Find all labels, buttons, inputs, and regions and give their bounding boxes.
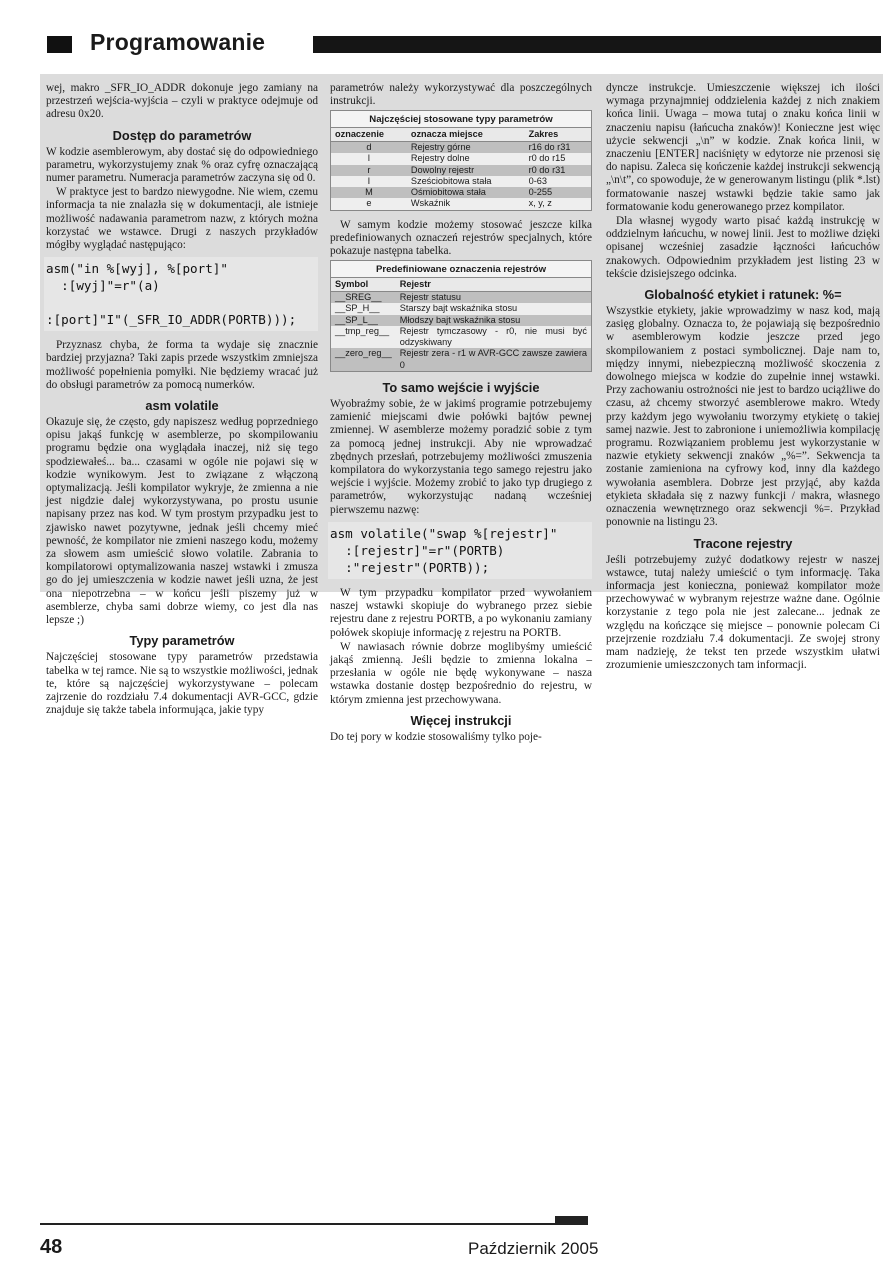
heading-wiecej: Więcej instrukcji — [410, 712, 512, 728]
paragraph: Jeśli potrzebujemy zużyć dodatkowy rejestr w naszej wstawce, tutaj należy umieścić o tym informację. Taka informacja jest konieczna, ponieważ kompilator może przechowywać w wybranym rejestrze ważne dane. Ogólnie korzystanie z tego pola nie jest zalecane... jednak ze względu na kończące się miejsce – ponownie polecam Ci przejrzenie rozdziału 7.4 dokumentacji. Ze swojej strony mam nadzieję, że tekst ten przede wszystkim ułatwi zrozumienie umieszczonych tam informacji. — [606, 553, 880, 672]
table-cell: __SP_L__ — [331, 315, 396, 326]
column-1 — [46, 82, 318, 718]
table-cell: Dowolny rejestr — [407, 165, 525, 176]
table-cell: M — [331, 187, 407, 198]
code-block: asm("in %[wyj], %[port]" :[wyj]"=r"(a) :[port]"I"(_SFR_IO_ADDR(PORTB))); — [44, 257, 318, 331]
page-number: 48 — [40, 1236, 63, 1258]
footer-rule — [40, 1223, 588, 1225]
table-cell: Rejestr tymczasowy - r0, nie musi być odzyskiwany — [399, 325, 587, 348]
table-row — [331, 176, 592, 187]
table-cell: Sześciobitowa stała — [410, 175, 492, 186]
paragraph: Dla własnej wygody warto pisać każdą instrukcję w oddzielnym łańcuchu, w nowej linii. Jest to możliwe dzięki opisanej wcześniej zasadzie łączności łańcuchów znakowych. Odpowiednim przykładem jest listing 23 w tekście dzisiejszego odcinka. — [606, 215, 880, 280]
paragraph: wej, makro _SFR_IO_ADDR dokonuje jego zamiany na przestrzeń wejścia-wyjścia – czyli w praktyce odejmuje od adresu 0x20. — [46, 82, 318, 121]
table-cell: r — [331, 165, 407, 176]
table-header: oznacza miejsce — [407, 127, 525, 141]
table-row — [331, 198, 592, 210]
register-names-table — [330, 260, 592, 372]
table-cell: Rejestr zera - r1 w AVR-GCC zawsze zawiera 0 — [396, 348, 592, 371]
table-cell: Ośmiobitowa stała — [407, 187, 525, 198]
table-cell: d — [331, 142, 407, 154]
table-row — [331, 291, 592, 303]
table-cell: Wskaźnik — [410, 198, 451, 209]
table-caption: Najczęściej stosowane typy parametrów — [330, 110, 592, 126]
table-cell: 0-255 — [525, 187, 592, 198]
code-block: asm volatile("swap %[rejestr]" :[rejestr]"=r"(PORTB) :"rejestr"(PORTB)); — [328, 522, 592, 579]
table-row — [331, 153, 592, 164]
table-cell: Rejestr statusu — [396, 291, 592, 303]
paragraph: Najczęściej stosowane typy parametrów przedstawia tabelka w tej ramce. Nie są to wszystkie możliwości, jednak te, które są najczęściej wykorzystywane – polecam zajrzenie do rozdziału 7.4 dokumentacji AVR-GCC, gdzie znajduje się także tabela informująca, jakie typy — [46, 651, 318, 717]
table-cell: I — [367, 175, 371, 186]
table-cell: l — [367, 153, 370, 164]
paragraph: Przyznasz chyba, że forma ta wydaje się znacznie bardziej przyjazna? Taki zapis przede wszystkim zmniejsza możliwość popełnienia pomyłki. Nie będziemy wracać już do obsługi parametrów za pomocą numerków. — [46, 339, 318, 391]
table-cell: Starszy bajt wskaźnika stosu — [399, 303, 518, 314]
paragraph: Wyobraźmy sobie, że w jakimś programie potrzebujemy zamienić miejscami dwie połówki bajtów pewnej zmiennej. W asemblerze możemy poradzić sobie z tym za pomocą jednej instrukcji. Aby nie wprowadzać zbędnych przesłań, potrzebujemy możliwości zmuszenia kompilatora do wykorzystania tego samego rejestru jako wejście i wyjście. Możemy zrobić to jako typ drugiego z parametrów, wykorzystując nadaną wcześniej pierwszemu nazwę: — [330, 398, 592, 516]
table-cell: Rejestry dolne — [410, 153, 470, 164]
paragraph: Wszystkie etykiety, jakie wprowadzimy w nasz kod, mają zasięg globalny. Oznacza to, że pojawiają się bezpośrednio w asemblerowym kodzie jeszcze przed jego skompilowaniem z postaci symbolicznej. Daje nam to, między innymi, niebezpieczną możliwość skoczenia z dowolnego miejsca w kodzie do zupełnie innej wstawki. Przy zachowaniu ostrożności nie jest to bardzo uciążliwe do czasu, aż chcemy stworzyć asemblerowe makro. Wtedy przy każdym jego wywołaniu tworzymy etykietę o takiej samej nazwie. Jest to zabronione i uniemożliwia kompilację programu. Rozwiązaniem problemu jest wykorzystanie w nazwie etykiety sekwencji znaków „%=”. Sekwencja ta zostanie zamieniona na cyfrowy kod, inny dla każdego wywołania asemblera. Dobrze jest przyjąć, aby każda etykieta składała się z nazwy funkcji / makra, własnego oznaczenia wewnętrznego oraz sekwencji %=. Przykład ponownie na listingu 23. — [606, 305, 880, 529]
header-bar — [313, 36, 881, 53]
table-cell: r0 do r15 — [528, 153, 566, 164]
table-cell: __SREG__ — [331, 291, 396, 303]
paragraph: Okazuje się, że często, gdy napiszesz według poprzedniego opisu jakąś funkcję w asemblerze, po skompilowaniu programu będzie ona wyglądała inaczej, niż się tego spodziewałeś... ba... czasami w ogóle nie pojawi się w kodzie wynikowym. Jest to związane z włączoną optymalizacją. Jeśli kompilator wykryje, że zmienna a nie jest nigdzie dalej wykorzystywana, po prostu usunie napisany przez nas kod. W tym prostym przypadku jest to zjawisko nawet pozytywne, jednak jeśli chcemy mieć pewność, że kompilator nie zmieni naszego kodu, możemy za słowem asm umieścić słowo volatile. Zabrania to kompilatorowi optymalizowania naszej wstawki i zmusza go do jej umieszczenia w kodzie nawet jeśli uzna, że jest ona niepotrzebna – w końcu jeśli piszemy już w asemblerze, chyba sami dobrze wiemy, co jest dla nas lepsze ;) — [46, 416, 318, 627]
heading-globalnosc: Globalność etykiet i ratunek: %= — [644, 287, 842, 303]
paragraph: W kodzie asemblerowym, aby dostać się do odpowiedniego parametru, wykorzystujemy znak % oraz cyfrę oznaczającą numer parametru. Numeracja parametrów zaczyna się od 0. — [46, 145, 318, 185]
heading-typy: Typy parametrów — [129, 633, 235, 649]
table-row — [331, 187, 592, 198]
parameter-types-table — [330, 110, 592, 210]
table-cell: 0-63 — [528, 175, 547, 186]
heading-volatile: asm volatile — [145, 398, 219, 414]
table-header: oznaczenie — [331, 127, 407, 141]
table-header: Rejestr — [396, 277, 592, 291]
column-3 — [606, 82, 880, 673]
paragraph: W praktyce jest to bardzo niewygodne. Nie wiem, czemu informacja ta nie znalazła się w dokumentacji, ale istnieje możliwość nadawania parametrom nazw, z których można korzystać we wstawce. Drugi z naszych przykładów mógłby wyglądać następująco: — [46, 186, 318, 252]
heading-samo: To samo wejście i wyjście — [382, 380, 540, 396]
table-cell: x, y, z — [528, 198, 552, 209]
table-cell: Młodszy bajt wskaźnika stosu — [396, 315, 592, 326]
column-2 — [330, 82, 592, 745]
table-row — [331, 165, 592, 176]
table-header: Zakres — [525, 127, 592, 141]
paragraph: Do tej pory w kodzie stosowaliśmy tylko poje- — [330, 730, 542, 743]
table-row — [331, 303, 592, 314]
table-header: Symbol — [331, 277, 396, 291]
table-caption: Predefiniowane oznaczenia rejestrów — [330, 260, 592, 276]
article-body — [40, 74, 883, 743]
paragraph: W samym kodzie możemy stosować jeszcze kilka predefiniowanych oznaczeń rejestrów specjalnych, które pokazuje następna tabelka. — [330, 218, 592, 258]
heading-tracone: Tracone rejestry — [693, 535, 793, 551]
table-row — [331, 348, 592, 371]
table-cell: r16 do r31 — [525, 142, 592, 154]
paragraph: dyncze instrukcje. Umieszczenie większej ich ilości wymaga przynajmniej oddzielenia każdej z nich znakiem końca linii. Uwaga – mowa tutaj o znaku końca linii w znaczeniu napisu (łańcucha znaków)! Konieczne jest więc użycie sekwencji „\n” w kodzie. Znak końca linii, w znaczeniu [ENTER] naciśnięty w edytorze nie przenosi się do napisu. Zaleca się kończenie każdej instrukcji sekwencją „\n\t”, co spowoduje, że w generowanym listingu (plik *.lst) formatowanie naszej wstawki będzie takie samo jak formatowanie kodu generowanego przez kompilator. — [606, 82, 880, 213]
header-square — [47, 36, 72, 53]
section-title: Programowanie — [90, 29, 266, 55]
heading-dostep: Dostęp do parametrów — [112, 127, 252, 143]
paragraph: W tym przypadku kompilator przed wywołaniem naszej wstawki skopiuje do wybranego przez siebie rejestru dane z rejestru PORTB, a po wykonaniu zamiany połówek skopiuje informację z rejestru na PORTB. — [330, 586, 592, 639]
table-cell: __tmp_reg__ — [335, 325, 390, 336]
table-row — [331, 326, 592, 349]
paragraph: W nawiasach równie dobrze moglibyśmy umieścić jakąś zmienną. Jeśli będzie to zmienna lokalna – przesłania w ogóle nie będę wykonywane – nasza wstawka dostanie dostęp bezpośrednio do rejestru, w którym zmienna jest przechowywana. — [330, 640, 592, 706]
table-cell: Rejestry górne — [407, 142, 525, 154]
paragraph: parametrów należy wykorzystywać dla poszczególnych instrukcji. — [330, 82, 592, 108]
table-row — [331, 315, 592, 326]
table-cell: __SP_H__ — [335, 303, 380, 314]
issue-date: Październik 2005 — [468, 1239, 599, 1258]
table-cell: r0 do r31 — [525, 165, 592, 176]
table-cell: e — [366, 198, 372, 209]
table-row — [331, 142, 592, 154]
table-cell: __zero_reg__ — [331, 348, 396, 371]
footer-tab — [555, 1216, 588, 1223]
